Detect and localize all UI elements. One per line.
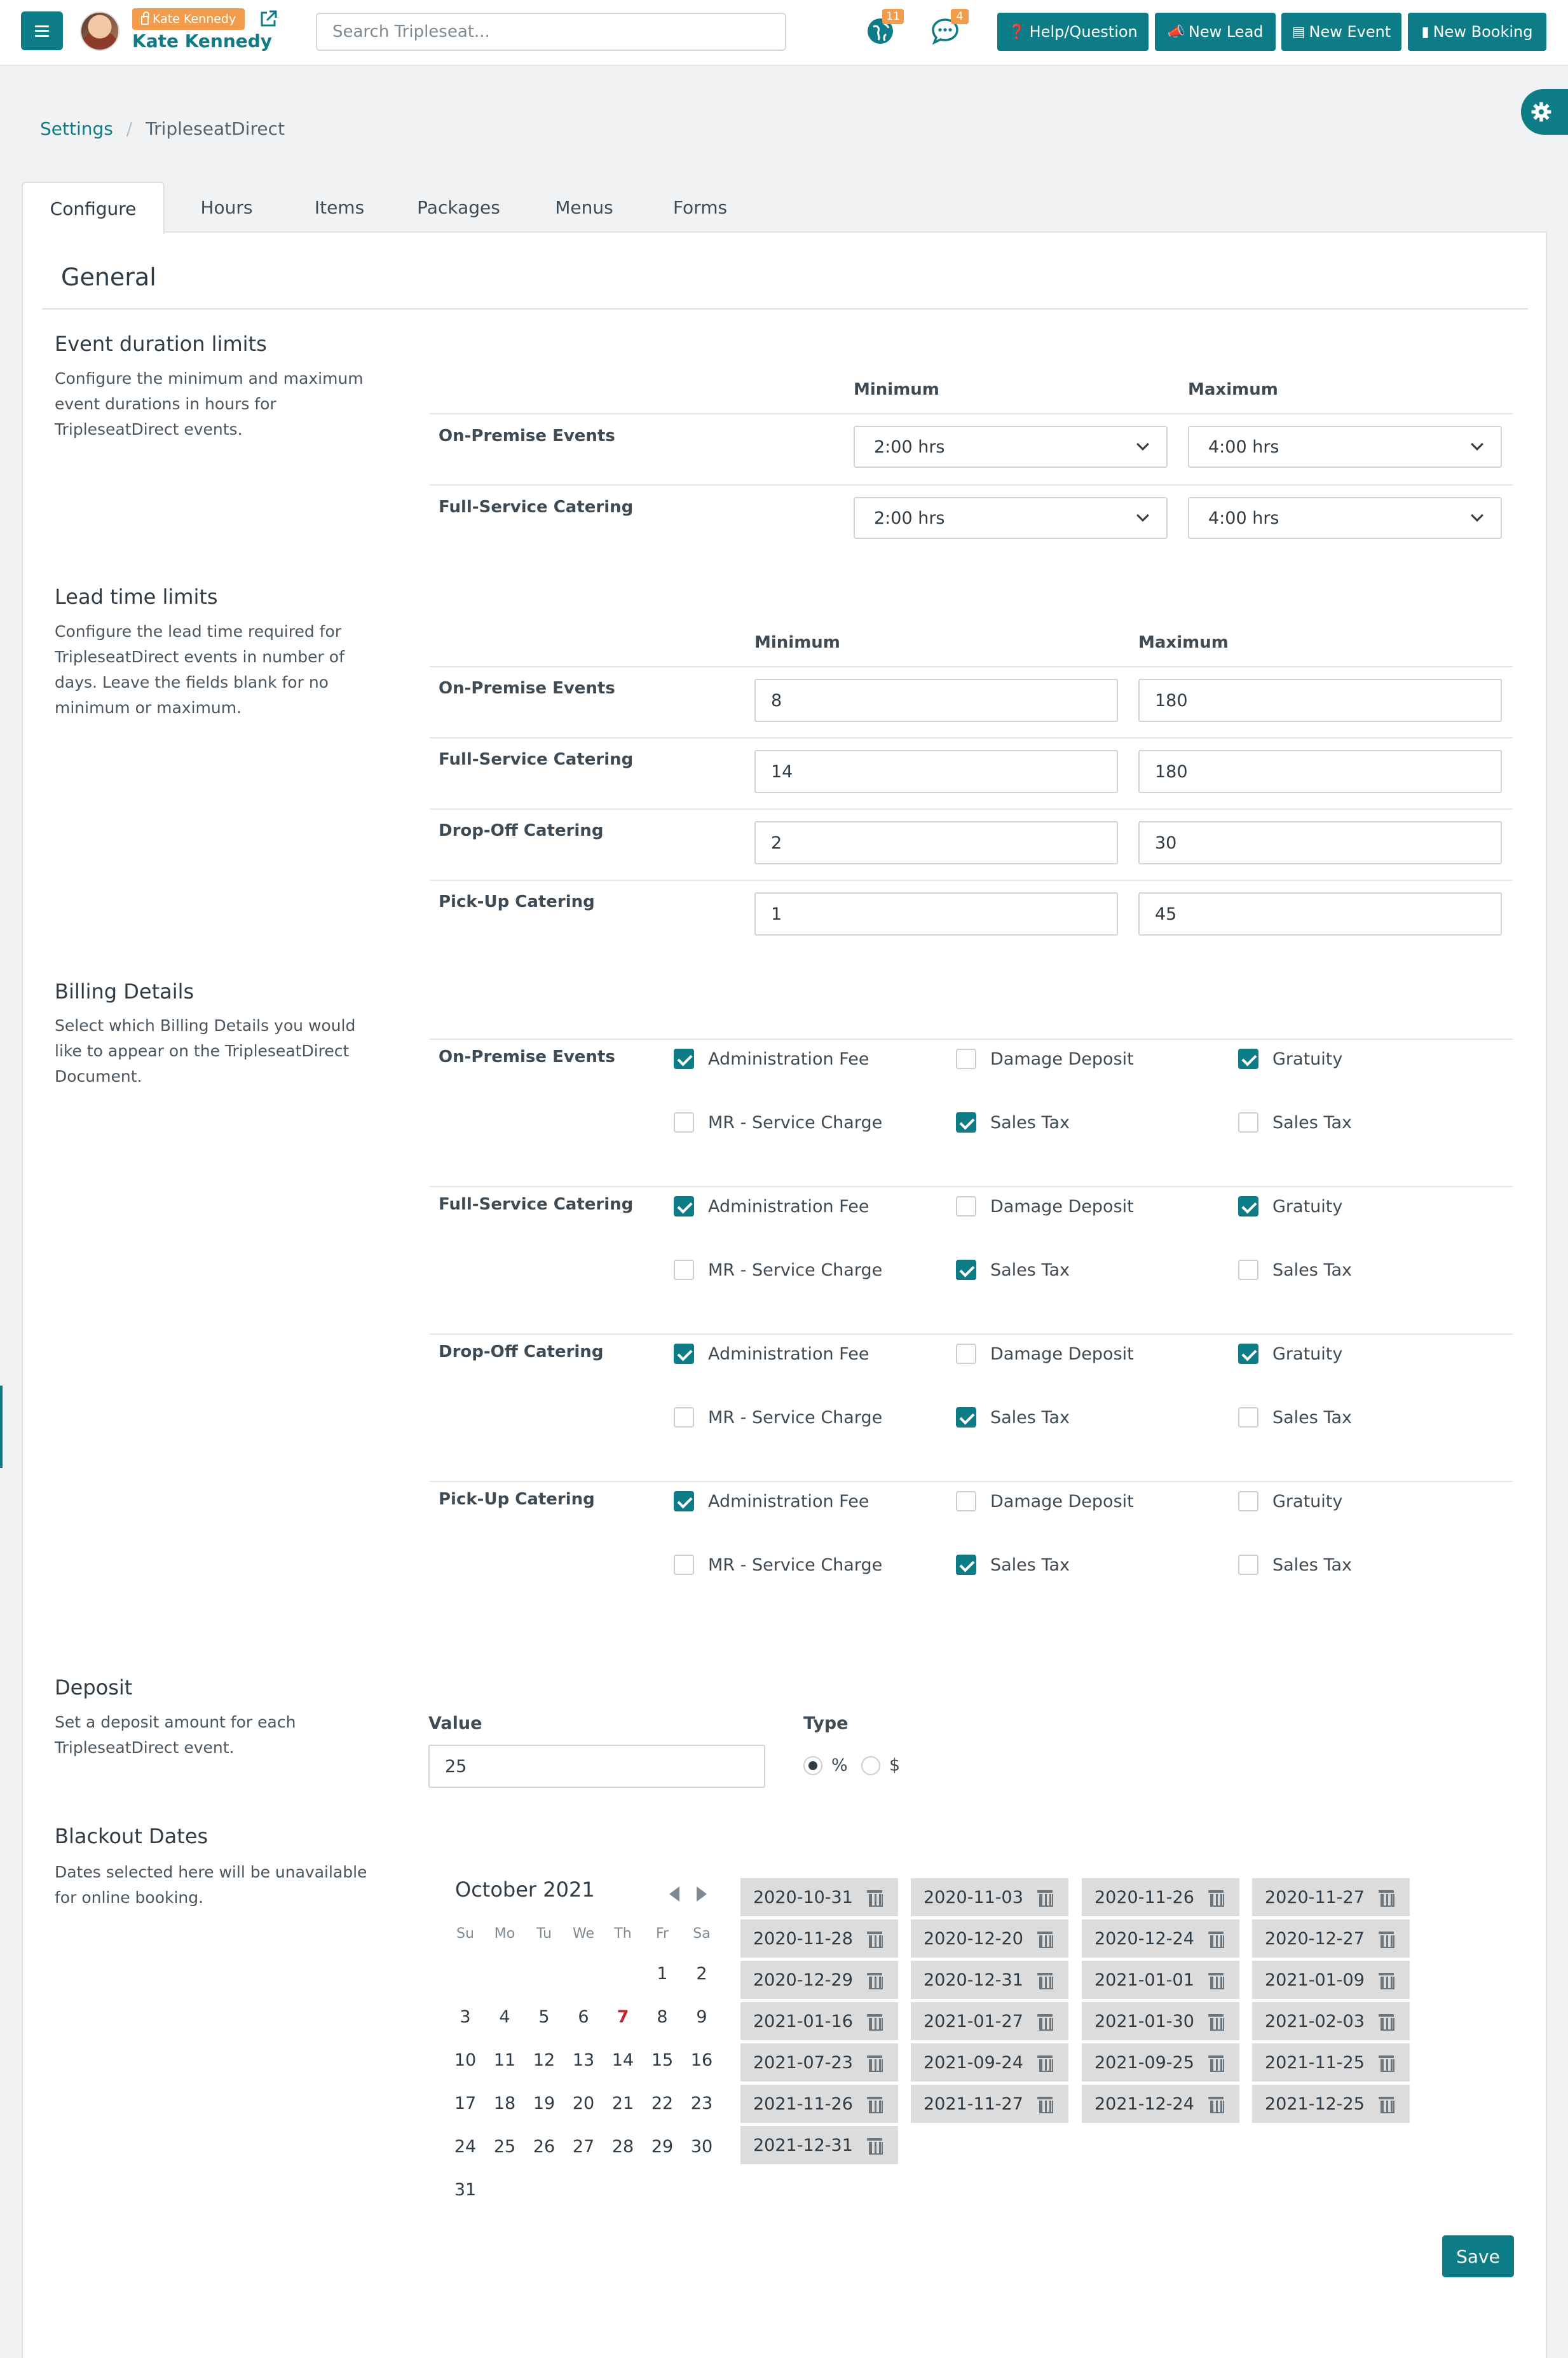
blackout-date-label: 2020-10-31 xyxy=(753,1887,853,1907)
calendar-day[interactable]: 3 xyxy=(460,2007,471,2027)
trash-icon[interactable] xyxy=(1379,2054,1394,2071)
checkbox[interactable] xyxy=(956,1196,976,1216)
new-lead-button[interactable] xyxy=(1155,13,1276,51)
checkbox[interactable] xyxy=(956,1260,976,1280)
new-booking-button[interactable] xyxy=(1408,13,1546,51)
billing-option-checkbox[interactable] xyxy=(674,1555,882,1575)
duration-minimum-header: Minimum xyxy=(854,380,939,399)
trash-icon[interactable] xyxy=(867,2013,882,2029)
checkbox-label: Gratuity xyxy=(1272,1491,1343,1511)
calendar-next-arrow-icon[interactable] xyxy=(697,1886,707,1902)
lead-row-label: Pick-Up Catering xyxy=(439,892,595,911)
calendar-day[interactable]: 17 xyxy=(454,2094,477,2113)
trash-icon[interactable] xyxy=(1379,1972,1394,1988)
trash-icon[interactable] xyxy=(1208,2096,1224,2112)
checkbox[interactable] xyxy=(674,1491,694,1511)
trash-icon[interactable] xyxy=(1208,1972,1224,1988)
billing-option-checkbox[interactable] xyxy=(956,1344,1134,1364)
settings-gear-button[interactable] xyxy=(1521,89,1568,135)
calendar-day[interactable]: 13 xyxy=(572,2050,595,2070)
blackout-date-chip xyxy=(911,2043,1068,2082)
calendar-day[interactable]: 30 xyxy=(690,2137,713,2157)
checkbox-label: Sales Tax xyxy=(1272,1555,1352,1575)
blackout-date-chip xyxy=(740,2126,898,2164)
breadcrumb-current: TripleseatDirect xyxy=(146,118,285,139)
billing-option-checkbox[interactable] xyxy=(956,1196,1134,1216)
billing-row-label: Full-Service Catering xyxy=(439,1195,634,1214)
radio-label: % xyxy=(831,1755,848,1775)
lead-maximum-input[interactable] xyxy=(1138,892,1502,936)
trash-icon[interactable] xyxy=(867,1930,882,1947)
lead-maximum-header: Maximum xyxy=(1138,633,1229,652)
billing-option-checkbox[interactable] xyxy=(674,1491,869,1511)
checkbox-label: Administration Fee xyxy=(708,1491,869,1511)
duration-row-label: Full-Service Catering xyxy=(439,498,634,517)
billing-details-description: Select which Billing Details you would like to appear on the TripleseatDirect Document. xyxy=(55,1016,356,1086)
lead-row-label: Drop-Off Catering xyxy=(439,821,604,840)
megaphone-icon: 📣 xyxy=(1167,24,1185,40)
billing-option-checkbox[interactable] xyxy=(956,1555,1070,1575)
chevron-down-icon xyxy=(1136,509,1149,522)
left-edge-indicator xyxy=(0,1386,3,1468)
help-question-label: Help/Question xyxy=(1029,23,1138,41)
blackout-date-chip xyxy=(1082,1961,1239,1999)
checkbox-label: Gratuity xyxy=(1272,1049,1343,1069)
chevron-down-icon xyxy=(1136,438,1149,451)
billing-option-checkbox[interactable] xyxy=(1238,1049,1342,1069)
billing-option-checkbox[interactable] xyxy=(674,1049,869,1069)
checkbox-label: MR - Service Charge xyxy=(708,1407,883,1428)
chevron-down-icon xyxy=(1471,509,1483,522)
calendar-weekday-label: We xyxy=(573,1926,594,1942)
lead-maximum-input[interactable] xyxy=(1138,750,1502,793)
blackout-date-label: 2020-11-03 xyxy=(924,1887,1023,1907)
checkbox[interactable] xyxy=(956,1491,976,1511)
blackout-date-label: 2021-11-26 xyxy=(753,2094,853,2114)
duration-row-label: On-Premise Events xyxy=(439,426,615,446)
blackout-date-chip xyxy=(911,2085,1068,2123)
checkbox-label: MR - Service Charge xyxy=(708,1112,883,1133)
calendar-day[interactable]: 8 xyxy=(657,2007,668,2027)
blackout-dates-title: Blackout Dates xyxy=(55,1824,208,1848)
calendar-day[interactable]: 28 xyxy=(611,2137,634,2157)
calendar-day[interactable]: 10 xyxy=(454,2050,477,2070)
trash-icon[interactable] xyxy=(1208,1930,1224,1947)
calendar-day[interactable]: 15 xyxy=(651,2050,674,2070)
billing-option-checkbox[interactable] xyxy=(674,1196,869,1216)
trash-icon[interactable] xyxy=(1037,2013,1053,2029)
lead-minimum-header: Minimum xyxy=(754,633,840,652)
billing-option-checkbox[interactable] xyxy=(956,1491,1134,1511)
billing-option-checkbox[interactable] xyxy=(956,1112,1070,1133)
deposit-type-dollar-radio[interactable] xyxy=(861,1755,900,1775)
calendar-day[interactable]: 5 xyxy=(538,2007,550,2027)
blackout-date-label: 2020-12-29 xyxy=(753,1970,853,1990)
checkbox[interactable] xyxy=(674,1112,694,1133)
divider xyxy=(430,1186,1513,1187)
calendar-day-today[interactable]: 7 xyxy=(617,2007,629,2027)
checkbox-label: Sales Tax xyxy=(990,1112,1070,1133)
trash-icon[interactable] xyxy=(1208,2054,1224,2071)
blackout-date-label: 2021-11-27 xyxy=(924,2094,1023,2114)
calendar-day[interactable]: 27 xyxy=(572,2137,595,2157)
divider xyxy=(430,1481,1513,1482)
billing-details-title: Billing Details xyxy=(55,979,194,1004)
divider xyxy=(42,308,1528,310)
trash-icon[interactable] xyxy=(1208,1889,1224,1905)
blackout-date-chip xyxy=(911,1919,1068,1958)
deposit-value-label: Value xyxy=(428,1714,482,1733)
lead-row-label: On-Premise Events xyxy=(439,679,615,698)
checkbox[interactable] xyxy=(1238,1491,1258,1511)
checkbox-label: Administration Fee xyxy=(708,1344,869,1364)
trash-icon[interactable] xyxy=(1037,1972,1053,1988)
tab-packages[interactable]: Packages xyxy=(417,196,500,218)
checkbox-label: Administration Fee xyxy=(708,1196,869,1216)
trash-icon[interactable] xyxy=(1379,1930,1394,1947)
billing-option-checkbox[interactable] xyxy=(1238,1407,1352,1428)
checkbox-label: Sales Tax xyxy=(1272,1407,1352,1428)
billing-option-checkbox[interactable] xyxy=(956,1407,1070,1428)
checkbox[interactable] xyxy=(956,1049,976,1069)
trash-icon[interactable] xyxy=(867,1972,882,1988)
checkbox[interactable] xyxy=(956,1344,976,1364)
calendar-weekday-label: Mo xyxy=(494,1926,515,1942)
calendar-day[interactable]: 21 xyxy=(611,2094,634,2113)
blackout-date-label: 2021-02-03 xyxy=(1265,2011,1365,2031)
billing-row-label: On-Premise Events xyxy=(439,1047,615,1067)
calendar-day[interactable]: 26 xyxy=(533,2137,556,2157)
checkbox-label: Sales Tax xyxy=(990,1555,1070,1575)
top-bar xyxy=(0,0,1568,66)
lead-minimum-input[interactable] xyxy=(754,679,1118,722)
trash-icon[interactable] xyxy=(1379,1889,1394,1905)
checkbox[interactable] xyxy=(674,1555,694,1575)
select-value: 4:00 hrs xyxy=(1208,437,1279,457)
billing-option-checkbox[interactable] xyxy=(956,1260,1070,1280)
blackout-date-chip xyxy=(1082,1878,1239,1916)
user-name[interactable]: Kate Kennedy xyxy=(132,31,273,51)
deposit-value-input[interactable] xyxy=(428,1745,765,1788)
calendar-weekday-label: Sa xyxy=(693,1926,711,1942)
user-badge xyxy=(132,8,245,30)
blackout-date-label: 2021-01-09 xyxy=(1265,1970,1365,1990)
blackout-date-label: 2021-12-25 xyxy=(1265,2094,1365,2114)
blackout-date-label: 2020-12-27 xyxy=(1265,1928,1365,1949)
trash-icon[interactable] xyxy=(1037,2054,1053,2071)
blackout-date-chip xyxy=(1082,2043,1239,2082)
radio-button[interactable] xyxy=(861,1756,880,1775)
calendar-prev-arrow-icon[interactable] xyxy=(669,1886,679,1902)
checkbox[interactable] xyxy=(1238,1344,1258,1364)
checkbox-label: Gratuity xyxy=(1272,1196,1343,1216)
duration-maximum-select[interactable] xyxy=(1188,497,1502,539)
globe-count-badge: 11 xyxy=(882,9,904,24)
calendar-day[interactable]: 24 xyxy=(454,2137,477,2157)
calendar-day[interactable]: 12 xyxy=(533,2050,556,2070)
user-badge-label: Kate Kennedy xyxy=(153,12,236,26)
checkbox-label: Damage Deposit xyxy=(990,1049,1134,1069)
checkbox-label: Sales Tax xyxy=(990,1407,1070,1428)
blackout-date-label: 2020-11-27 xyxy=(1265,1887,1365,1907)
checkbox[interactable] xyxy=(1238,1555,1258,1575)
calendar-day[interactable]: 20 xyxy=(572,2094,595,2113)
blackout-date-label: 2021-01-16 xyxy=(753,2011,853,2031)
lead-minimum-input[interactable] xyxy=(754,750,1118,793)
blackout-date-label: 2020-12-24 xyxy=(1094,1928,1194,1949)
lead-minimum-input[interactable] xyxy=(754,821,1118,864)
trash-icon[interactable] xyxy=(1037,1889,1053,1905)
tab-menus[interactable]: Menus xyxy=(555,196,613,218)
blackout-date-chip xyxy=(1252,2043,1410,2082)
blackout-date-label: 2021-12-24 xyxy=(1094,2094,1194,2114)
lead-minimum-input[interactable] xyxy=(754,892,1118,936)
blackout-date-chip xyxy=(740,2085,898,2123)
panel-title: General xyxy=(61,263,156,291)
blackout-date-chip xyxy=(1252,2002,1410,2040)
blackout-date-chip xyxy=(1252,1961,1410,1999)
lead-time-description: Configure the lead time required for TripleseatDirect events in number of days. Leave the fields blank for no minimum or maximum. xyxy=(55,622,344,717)
chevron-down-icon xyxy=(1471,438,1483,451)
calendar-day[interactable]: 14 xyxy=(611,2050,634,2070)
trash-icon[interactable] xyxy=(1379,2096,1394,2112)
checkbox[interactable] xyxy=(674,1196,694,1216)
blackout-date-chip xyxy=(1082,2085,1239,2123)
select-value: 2:00 hrs xyxy=(874,508,945,528)
radio-label: $ xyxy=(889,1755,901,1775)
checkbox[interactable] xyxy=(674,1260,694,1280)
billing-option-checkbox[interactable] xyxy=(674,1260,882,1280)
blackout-date-chip xyxy=(740,1919,898,1958)
blackout-date-label: 2021-01-30 xyxy=(1094,2011,1194,2031)
checkbox-label: Sales Tax xyxy=(990,1260,1070,1280)
question-circle-icon: ❓ xyxy=(1008,24,1026,40)
breadcrumb-settings-link[interactable]: Settings xyxy=(40,118,113,139)
blackout-dates-description: Dates selected here will be unavailable for online booking. xyxy=(55,1863,367,1907)
trash-icon[interactable] xyxy=(1037,2096,1053,2112)
calendar-weekday-label: Su xyxy=(456,1926,474,1942)
lock-icon xyxy=(141,16,149,25)
tab-configure[interactable]: Configure xyxy=(22,182,165,234)
blackout-date-label: 2021-01-01 xyxy=(1094,1970,1194,1990)
checkbox[interactable] xyxy=(674,1344,694,1364)
duration-maximum-header: Maximum xyxy=(1188,380,1278,399)
checkbox-label: MR - Service Charge xyxy=(708,1260,883,1280)
billing-option-checkbox[interactable] xyxy=(674,1112,882,1133)
billing-option-checkbox[interactable] xyxy=(1238,1344,1342,1364)
hamburger-icon xyxy=(35,25,49,37)
blackout-date-chip xyxy=(1252,1919,1410,1958)
settings-tabs xyxy=(22,182,759,233)
messages-button[interactable] xyxy=(929,10,964,47)
blackout-date-label: 2021-09-25 xyxy=(1094,2052,1194,2073)
blackout-date-chip xyxy=(740,2002,898,2040)
billing-row-label: Drop-Off Catering xyxy=(439,1342,604,1361)
select-value: 2:00 hrs xyxy=(874,437,945,457)
checkbox-label: Damage Deposit xyxy=(990,1344,1134,1364)
trash-icon[interactable] xyxy=(1037,1930,1053,1947)
select-value: 4:00 hrs xyxy=(1208,508,1279,528)
calendar-day[interactable]: 11 xyxy=(493,2050,516,2070)
billing-option-checkbox[interactable] xyxy=(674,1407,882,1428)
trash-icon[interactable] xyxy=(1379,2013,1394,2029)
trash-icon[interactable] xyxy=(867,2054,882,2071)
lead-row-label: Full-Service Catering xyxy=(439,750,634,769)
calendar-day[interactable]: 16 xyxy=(690,2050,713,2070)
blackout-date-label: 2021-01-27 xyxy=(924,2011,1023,2031)
blackout-date-label: 2020-12-20 xyxy=(924,1928,1023,1949)
blackout-date-chip xyxy=(911,1878,1068,1916)
checkbox[interactable] xyxy=(1238,1196,1258,1216)
deposit-type-label: Type xyxy=(803,1714,849,1733)
deposit-type-percent-radio[interactable] xyxy=(803,1755,848,1775)
divider xyxy=(430,413,1513,414)
duration-minimum-select[interactable] xyxy=(854,426,1168,468)
radio-button[interactable] xyxy=(803,1756,822,1775)
calendar-day[interactable]: 19 xyxy=(533,2094,556,2113)
deposit-title: Deposit xyxy=(55,1675,133,1700)
divider xyxy=(430,1039,1513,1040)
trash-icon[interactable] xyxy=(867,2137,882,2153)
save-button[interactable]: Save xyxy=(1442,2235,1514,2277)
billing-option-checkbox[interactable] xyxy=(674,1344,869,1364)
hamburger-menu-button[interactable] xyxy=(21,11,63,50)
blackout-date-chip xyxy=(1252,1878,1410,1916)
duration-minimum-select[interactable] xyxy=(854,497,1168,539)
event-duration-description: Configure the minimum and maximum event durations in hours for TripleseatDirect events. xyxy=(55,369,364,439)
blackout-date-chip xyxy=(740,1878,898,1916)
calendar-day[interactable]: 31 xyxy=(454,2180,477,2200)
checkbox[interactable] xyxy=(1238,1112,1258,1133)
billing-option-checkbox[interactable] xyxy=(1238,1196,1342,1216)
tab-hours[interactable]: Hours xyxy=(200,196,253,218)
calendar-weekday-label: Fr xyxy=(655,1926,669,1942)
search-input[interactable] xyxy=(316,13,786,51)
breadcrumb-separator: / xyxy=(126,118,133,139)
calendar-day[interactable]: 29 xyxy=(651,2137,674,2157)
calendar-day[interactable]: 18 xyxy=(493,2094,516,2113)
blackout-date-label: 2021-12-31 xyxy=(753,2135,853,2155)
calendar-day[interactable]: 4 xyxy=(499,2007,510,2027)
blackout-date-label: 2020-11-26 xyxy=(1094,1887,1194,1907)
lead-maximum-input[interactable] xyxy=(1138,679,1502,722)
blackout-date-label: 2020-11-28 xyxy=(753,1928,853,1949)
help-question-button[interactable] xyxy=(997,13,1149,51)
billing-option-checkbox[interactable] xyxy=(1238,1260,1352,1280)
trash-icon[interactable] xyxy=(867,2096,882,2112)
blackout-date-chip xyxy=(911,2002,1068,2040)
blackout-date-chip xyxy=(740,2043,898,2082)
checkbox[interactable] xyxy=(956,1407,976,1428)
blackout-date-chip xyxy=(911,1961,1068,1999)
new-booking-label: New Booking xyxy=(1433,23,1533,41)
calendar-day[interactable]: 23 xyxy=(690,2094,713,2113)
checkbox[interactable] xyxy=(1238,1260,1258,1280)
messages-count-badge: 4 xyxy=(951,9,969,24)
checkbox[interactable] xyxy=(956,1555,976,1575)
breadcrumb xyxy=(40,118,285,139)
blackout-date-label: 2021-09-24 xyxy=(924,2052,1023,2073)
blackout-date-chip xyxy=(1082,1919,1239,1958)
event-duration-title: Event duration limits xyxy=(55,332,267,356)
calendar-day[interactable]: 2 xyxy=(696,1964,707,1984)
divider xyxy=(430,880,1513,881)
checkbox-label: Damage Deposit xyxy=(990,1196,1134,1216)
calendar-day[interactable]: 6 xyxy=(578,2007,589,2027)
checkbox-label: Gratuity xyxy=(1272,1344,1343,1364)
document-icon: ▤ xyxy=(1292,24,1306,40)
calendar-month-label: October 2021 xyxy=(455,1878,595,1902)
lead-maximum-input[interactable] xyxy=(1138,821,1502,864)
divider xyxy=(430,737,1513,739)
checkbox-label: Administration Fee xyxy=(708,1049,869,1069)
checkbox[interactable] xyxy=(956,1112,976,1133)
new-event-label: New Event xyxy=(1309,23,1391,41)
checkbox-label: MR - Service Charge xyxy=(708,1555,883,1575)
avatar[interactable] xyxy=(80,11,119,51)
trash-icon[interactable] xyxy=(867,1889,882,1905)
divider xyxy=(430,1333,1513,1335)
calendar-day[interactable]: 25 xyxy=(493,2137,516,2157)
billing-row-label: Pick-Up Catering xyxy=(439,1490,595,1509)
checkbox-label: Damage Deposit xyxy=(990,1491,1134,1511)
checkbox-label: Sales Tax xyxy=(1272,1260,1352,1280)
calendar-weekday-label: Tu xyxy=(536,1926,552,1942)
bookmark-icon: ▮ xyxy=(1421,24,1429,40)
checkbox[interactable] xyxy=(1238,1407,1258,1428)
globe-notifications-button[interactable] xyxy=(864,10,900,47)
tab-forms[interactable]: Forms xyxy=(672,196,728,218)
blackout-date-label: 2020-12-31 xyxy=(924,1970,1023,1990)
blackout-date-label: 2021-11-25 xyxy=(1265,2052,1365,2073)
blackout-date-chip xyxy=(740,1961,898,1999)
gear-icon xyxy=(1530,100,1553,123)
calendar-weekday-label: Th xyxy=(614,1926,632,1942)
lead-time-title: Lead time limits xyxy=(55,585,218,609)
divider xyxy=(430,666,1513,667)
blackout-date-chip xyxy=(1082,2002,1239,2040)
checkbox[interactable] xyxy=(674,1049,694,1069)
billing-option-checkbox[interactable] xyxy=(1238,1555,1352,1575)
calendar-day[interactable]: 1 xyxy=(657,1964,668,1984)
deposit-description: Set a deposit amount for each TripleseatDirect event. xyxy=(55,1713,296,1757)
blackout-date-chip xyxy=(1252,2085,1410,2123)
calendar-day[interactable]: 22 xyxy=(651,2094,674,2113)
checkbox[interactable] xyxy=(674,1407,694,1428)
divider xyxy=(430,484,1513,486)
divider xyxy=(430,808,1513,810)
duration-maximum-select[interactable] xyxy=(1188,426,1502,468)
checkbox-label: Sales Tax xyxy=(1272,1112,1352,1133)
blackout-date-label: 2021-07-23 xyxy=(753,2052,853,2073)
new-lead-label: New Lead xyxy=(1188,23,1264,41)
billing-option-checkbox[interactable] xyxy=(1238,1112,1352,1133)
calendar-day[interactable]: 9 xyxy=(696,2007,707,2027)
checkbox[interactable] xyxy=(1238,1049,1258,1069)
tab-items[interactable]: Items xyxy=(314,196,365,218)
external-link-icon[interactable] xyxy=(258,9,278,29)
new-event-button[interactable] xyxy=(1281,13,1401,51)
trash-icon[interactable] xyxy=(1208,2013,1224,2029)
billing-option-checkbox[interactable] xyxy=(1238,1491,1342,1511)
billing-option-checkbox[interactable] xyxy=(956,1049,1134,1069)
